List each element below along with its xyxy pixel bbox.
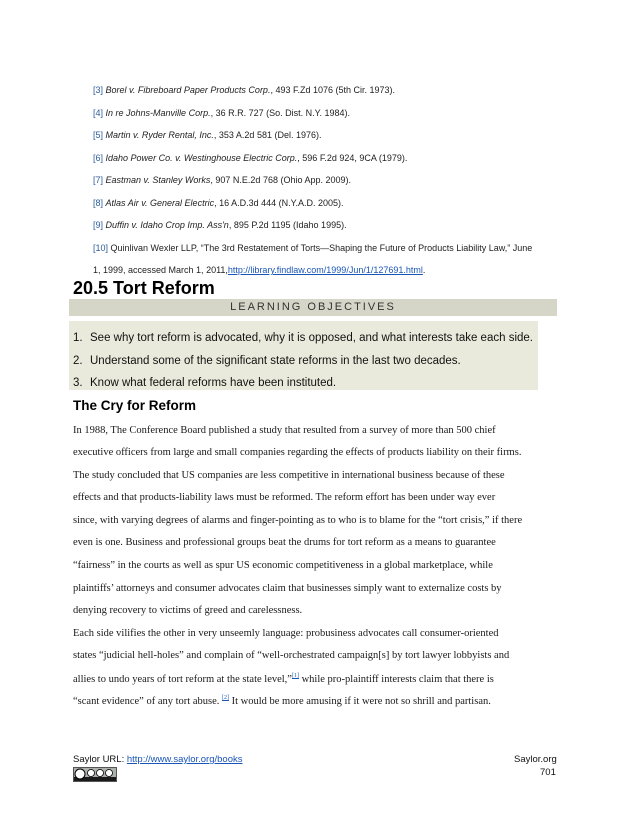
- footnote-ref-9[interactable]: [9]: [93, 220, 104, 230]
- citation: , 493 F.Zd 1076 (5th Cir. 1973).: [270, 85, 396, 95]
- footnote-ref-3[interactable]: [3]: [93, 85, 104, 95]
- section-title: 20.5 Tort Reform: [73, 278, 215, 298]
- citation: , 907 N.E.2d 768 (Ohio App. 2009).: [210, 175, 352, 185]
- footnote-10-end: .: [422, 265, 426, 275]
- footnote-10: [93, 243, 532, 253]
- paragraph-1-line: The study concluded that US companies are less competitive in international business because of these: [73, 470, 505, 481]
- footnote-ref-10[interactable]: [10]: [93, 243, 109, 253]
- paragraph-1-line: In 1988, The Conference Board published a study that resulted from a survey of more than 500 chief: [73, 425, 496, 436]
- subheading: The Cry for Reform: [73, 398, 197, 413]
- paragraph-2-line: Each side vilifies the other in very unseemly language: probusiness advocates call consumer-oriented: [73, 628, 499, 639]
- objective-number: 1.: [73, 332, 83, 344]
- findlaw-link[interactable]: http://library.findlaw.com/1999/Jun/1/127691.html: [227, 265, 423, 275]
- case-name: Atlas Air v. General Electric: [105, 198, 215, 208]
- footnote-ref-5[interactable]: [5]: [93, 130, 104, 140]
- case-name: Borel v. Fibreboard Paper Products Corp.: [105, 85, 271, 95]
- footnote-9: [93, 220, 347, 230]
- case-name: Eastman v. Stanley Works: [105, 175, 211, 185]
- paragraph-2-line: states “judicial hell-holes” and complain of “well-orchestrated campaign[s] by tort lawyer lobbyists and: [73, 650, 510, 661]
- footnote-10-date: 1, 1999, accessed March 1, 2011,: [93, 265, 228, 275]
- footnote-3: [93, 85, 395, 95]
- objective-number: 2.: [73, 355, 83, 367]
- footnote-ref-2[interactable]: [2]: [221, 695, 229, 701]
- paragraph-2-text: It would be more amusing if it were not so shrill and partisan.: [228, 696, 491, 707]
- paragraph-2-line: [73, 673, 494, 685]
- paragraph-2-line: [73, 695, 491, 707]
- footnote-5: [93, 130, 321, 140]
- footnote-8: [93, 198, 344, 208]
- footnote-6: [93, 153, 407, 163]
- objective-text: Know what federal reforms have been instituted.: [90, 377, 337, 389]
- footnote-10-cont: [93, 265, 425, 275]
- footnote-ref-6[interactable]: [6]: [93, 153, 104, 163]
- footnote-10-text: Quinlivan Wexler LLP, “The 3rd Restatement of Torts—Shaping the Future of Products Liability Law,” June: [108, 243, 533, 253]
- paragraph-2-text: “scant evidence” of any tort abuse.: [73, 696, 222, 707]
- saylor-site: Saylor.org: [514, 754, 557, 765]
- paragraph-2-text: allies to undo years of tort reform at the state level,”: [73, 674, 292, 685]
- footnote-ref-4[interactable]: [4]: [93, 108, 104, 118]
- paragraph-1-line: plaintiffs’ attorneys and consumer advocates claim that businesses simply want to externalize costs by: [73, 583, 502, 594]
- paragraph-2-text: while pro-plaintiff interests claim that there is: [298, 674, 494, 685]
- footnote-ref-7[interactable]: [7]: [93, 175, 104, 185]
- paragraph-1-line: effects and that products-liability laws must be reformed. The reform effort has been under way ever: [73, 492, 496, 503]
- page-number: 701: [540, 767, 556, 778]
- saylor-url-label: Saylor URL:: [73, 754, 127, 765]
- cc-license-badge[interactable]: [73, 767, 117, 782]
- citation: , 16 A.D.3d 444 (N.Y.A.D. 2005).: [214, 198, 344, 208]
- paragraph-1-line: even is one. Business and professional groups beat the drums for tort reform as a means to guarantee: [73, 537, 496, 548]
- cc-by-nc-sa-icon: [74, 768, 116, 781]
- case-name: Duffin v. Idaho Crop Imp. Ass'n: [105, 220, 229, 230]
- footnote-ref-1[interactable]: [1]: [291, 673, 299, 679]
- footnote-7: [93, 175, 351, 185]
- footnote-4: [93, 108, 350, 118]
- case-name: Martin v. Ryder Rental, Inc.: [105, 130, 214, 140]
- learning-objectives-heading: LEARNING OBJECTIVES: [69, 299, 557, 316]
- paragraph-1-line: executive officers from large and small companies regarding the effects of products liability on their firms.: [73, 447, 522, 458]
- paragraph-1-line: since, with varying degrees of alarms and finger-pointing as to who is to blame for the “tort crisis,” if there: [73, 515, 523, 526]
- case-name: Idaho Power Co. v. Westinghouse Electric Corp.: [105, 153, 298, 163]
- paragraph-1-line: denying recovery to victims of greed and carelessness.: [73, 605, 303, 616]
- objective-text: Understand some of the significant state reforms in the last two decades.: [90, 355, 461, 367]
- saylor-books-link[interactable]: http://www.saylor.org/books: [126, 754, 243, 765]
- case-name: In re Johns-Manville Corp.: [105, 108, 211, 118]
- paragraph-1-line: “fairness” in the courts as well as spur US economic competitiveness in a global marketplace, while: [73, 560, 493, 571]
- footnote-ref-8[interactable]: [8]: [93, 198, 104, 208]
- saylor-url-footer: [73, 754, 243, 765]
- citation: , 353 A.2d 581 (Del. 1976).: [213, 130, 322, 140]
- objective-number: 3.: [73, 377, 83, 389]
- objective-text: See why tort reform is advocated, why it is opposed, and what interests take each side.: [90, 332, 533, 344]
- citation: , 895 P.2d 1195 (Idaho 1995).: [228, 220, 347, 230]
- citation: , 36 R.R. 727 (So. Dist. N.Y. 1984).: [210, 108, 350, 118]
- citation: , 596 F.2d 924, 9CA (1979).: [297, 153, 408, 163]
